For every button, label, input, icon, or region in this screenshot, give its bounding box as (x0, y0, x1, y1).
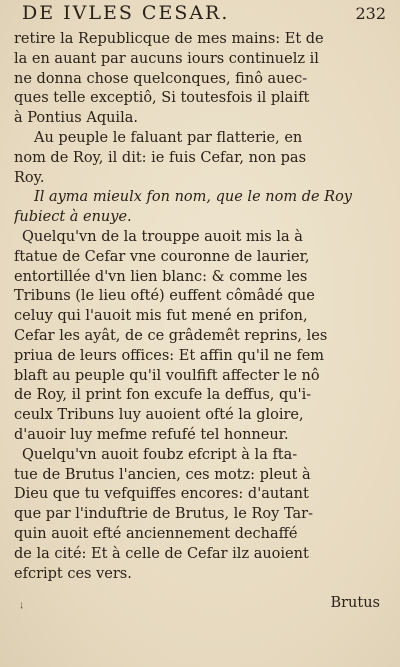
text-line: efcript ces vers. (14, 565, 132, 582)
text-line: Dieu que tu vefquiffes encores: d'autant (14, 486, 309, 503)
running-title: DE IVLES CESAR. (22, 2, 230, 24)
text-line: Quelqu'vn auoit foubz efcript à la fta- (22, 446, 298, 463)
text-line: blaft au peuple qu'il voulfift affecter le nô (14, 367, 320, 384)
text-line: quin auoit efté anciennement dechaffé (14, 525, 298, 542)
text-line: Tribuns (le lieu ofté) euffent cômâdé que (14, 288, 315, 305)
text-line: nom de Roy, il dit: ie fuis Cefar, non pas (14, 149, 307, 166)
text-line: Quelqu'vn de la trouppe auoit mis la à (22, 228, 303, 245)
text-line: que par l'induftrie de Brutus, le Roy Tar- (14, 506, 313, 523)
text-line: Cefar les ayât, de ce grâdemêt reprins, les (14, 327, 328, 344)
text-line: Il ayma mieulx fon nom, que le nom de Roy (34, 189, 353, 206)
text-line: de Roy, il print fon excufe la deffus, qu'i- (14, 387, 312, 404)
printer-mark: ᛍ (18, 600, 26, 614)
catchword: Brutus (330, 595, 380, 611)
text-line: tue de Brutus l'ancien, ces motz: pleut à (14, 466, 311, 483)
text-line: de la cité: Et à celle de Cefar ilz auoient (14, 545, 309, 562)
text-line: Roy. (14, 169, 45, 186)
page-number: 232 (355, 4, 386, 23)
text-line: celuy qui l'auoit mis fut mené en prifon, (14, 308, 308, 325)
page-header (0, 0, 400, 28)
text-line: Au peuple le faluant par flatterie, en (34, 129, 303, 146)
text-line: d'auoir luy mefme refufé tel honneur. (14, 426, 289, 443)
text-line: priua de leurs offices: Et affin qu'il ne fem (14, 347, 325, 364)
text-line: ftatue de Cefar vne couronne de laurier, (14, 248, 310, 265)
text-line: entortillée d'vn lien blanc: & comme les (14, 268, 308, 285)
text-line: ne donna chose quelconques, finô auec- (14, 70, 308, 87)
text-line: à Pontius Aquila. (14, 110, 138, 127)
body-text (14, 30, 386, 584)
text-line: retire la Republicque de mes mains: Et de (14, 31, 324, 47)
text-line: ceulx Tribuns luy auoient ofté la gloire, (14, 407, 304, 424)
text-line: ques telle exceptiô, Si toutesfois il plaift (14, 90, 310, 107)
text-line: la en auant par aucuns iours continuelz il (14, 50, 319, 67)
text-line: fubiect à enuye. (14, 209, 132, 226)
